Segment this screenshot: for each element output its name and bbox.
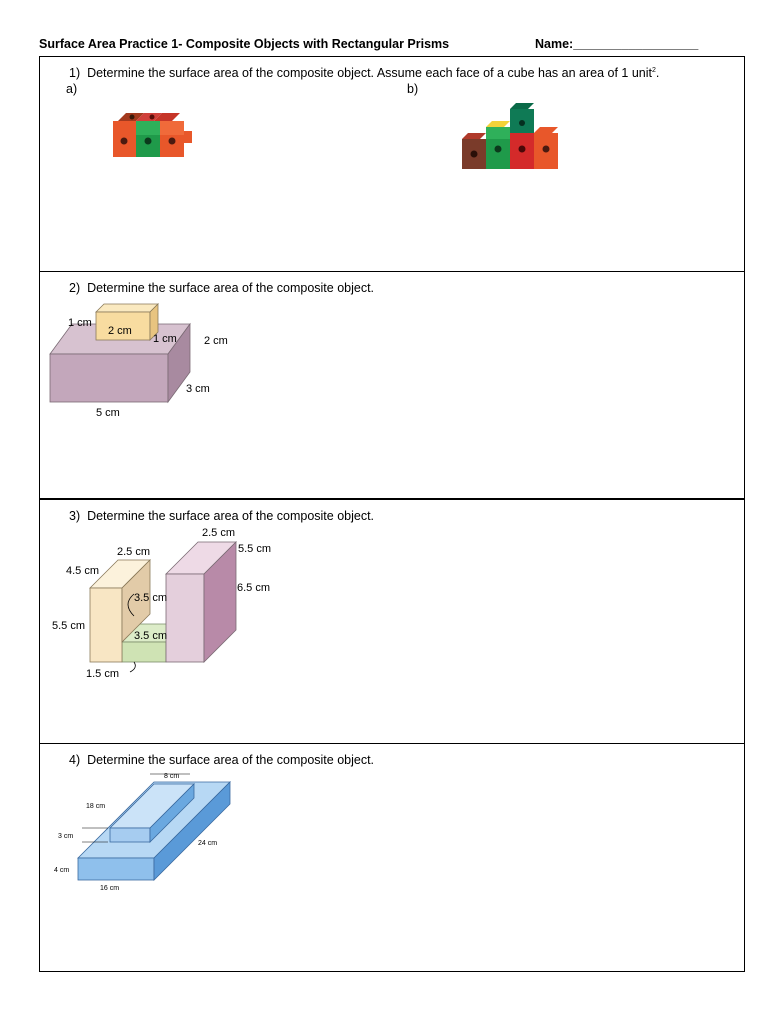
prism-figure-3	[46, 526, 286, 684]
question-2-box	[39, 272, 745, 499]
label-right-height: 6.5 cm	[237, 582, 271, 594]
label-top-length: 18 cm	[86, 803, 106, 810]
label-small-length: 2 cm	[108, 325, 132, 337]
label-left-depth: 4.5 cm	[66, 565, 100, 577]
name-field[interactable]: Name:__________________	[535, 37, 699, 51]
question-1-text: 1) Determine the surface area of the composite object. Assume each face of a cube has an area of 1 unit$^2$.	[69, 66, 660, 80]
label-large-length: 5 cm	[96, 407, 120, 419]
label-base-height: 4 cm	[54, 867, 70, 874]
part-a-label: a)	[66, 82, 78, 96]
label-base-length: 24 cm	[198, 840, 218, 847]
prism-figure-4	[50, 772, 250, 897]
label-left-height: 5.5 cm	[52, 620, 86, 632]
label-left-top: 2.5 cm	[117, 546, 151, 558]
prism-figure-2	[46, 300, 256, 425]
label-top-height: 3 cm	[58, 833, 74, 840]
cubes-figure-b	[458, 99, 578, 174]
label-small-height: 1 cm	[153, 333, 177, 345]
cubes-figure-a	[110, 107, 210, 167]
label-top-width: 8 cm	[164, 773, 180, 780]
label-right-depth: 5.5 cm	[238, 543, 272, 555]
question-3-text: 3) Determine the surface area of the composite object.	[69, 509, 375, 523]
label-inner-height: 3.5 cm	[134, 592, 168, 604]
label-inner-width: 3.5 cm	[134, 630, 168, 642]
question-1-box	[39, 56, 745, 272]
worksheet-title: Surface Area Practice 1- Composite Objects with Rectangular Prisms	[39, 37, 450, 51]
part-b-label: b)	[407, 82, 419, 96]
question-4-box	[39, 744, 745, 972]
label-large-height: 2 cm	[204, 335, 228, 347]
question-3-box	[39, 499, 745, 744]
label-base-height: 1.5 cm	[86, 668, 120, 680]
label-small-depth: 1 cm	[68, 317, 92, 329]
label-base-width: 16 cm	[100, 885, 120, 892]
label-large-depth: 3 cm	[186, 383, 210, 395]
label-right-top: 2.5 cm	[202, 527, 236, 539]
question-2-text: 2) Determine the surface area of the composite object.	[69, 281, 375, 295]
question-4-text: 4) Determine the surface area of the composite object.	[69, 753, 375, 767]
